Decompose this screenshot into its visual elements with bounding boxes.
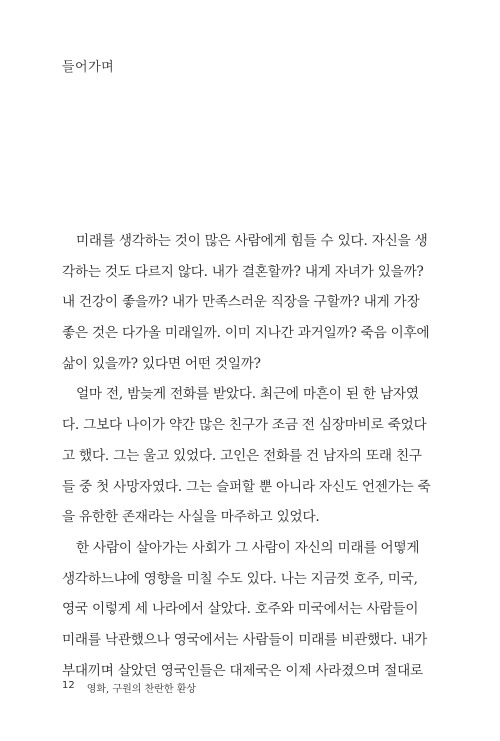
text-line: 생각하느냐에 영향을 미칠 수도 있다. 나는 지금껏 호주, 미국, bbox=[62, 570, 418, 587]
text-line: 들 중 첫 사망자였다. 그는 슬퍼할 뿐 아니라 자신도 언젠가는 죽 bbox=[62, 478, 431, 495]
paragraph-1 bbox=[62, 226, 438, 379]
text-line: 내 건강이 좋을까? 내가 만족스러운 직장을 구할까? 내게 가장 bbox=[62, 294, 420, 311]
text-line: 미래를 생각하는 것이 많은 사람에게 힘들 수 있다. 자신을 생 bbox=[76, 233, 428, 249]
text-line: 각하는 것도 다르지 않다. 내가 결혼할까? 내게 자녀가 있을까? bbox=[62, 263, 424, 280]
text-line: 좋은 것은 다가올 미래일까. 이미 지나간 과거일까? 죽음 이후에 bbox=[62, 325, 430, 342]
section-heading: 들어가며 bbox=[62, 60, 115, 75]
page-footer bbox=[62, 680, 196, 695]
text-line: 고 했다. 그는 울고 있었다. 고인은 전화를 건 남자의 또래 친구 bbox=[62, 447, 422, 464]
text-line: 얼마 전, 밤늦게 전화를 받았다. 최근에 마흔이 된 한 남자였 bbox=[76, 386, 419, 403]
body-text bbox=[62, 226, 438, 686]
page-number: 12 bbox=[62, 680, 75, 691]
text-line: 삶이 있을까? 있다면 어떤 것일까? bbox=[62, 355, 261, 372]
paragraph-2 bbox=[62, 379, 438, 532]
text-line: 다. 그보다 나이가 약간 많은 친구가 조금 전 심장마비로 죽었다 bbox=[62, 417, 427, 434]
book-title: 영화, 구원의 찬란한 환상 bbox=[86, 684, 197, 695]
text-line: 부대끼며 살았던 영국인들은 대제국은 이제 사라졌으며 절대로 bbox=[62, 662, 423, 679]
text-line: 을 유한한 존재라는 사실을 마주하고 있었다. bbox=[62, 509, 320, 526]
text-line: 한 사람이 살아가는 사회가 그 사람이 자신의 미래를 어떻게 bbox=[76, 539, 420, 556]
paragraph-3 bbox=[62, 533, 438, 686]
text-line: 영국 이렇게 세 나라에서 살았다. 호주와 미국에서는 사람들이 bbox=[62, 601, 419, 618]
text-line: 미래를 낙관했으나 영국에서는 사람들이 미래를 비관했다. 내가 bbox=[62, 631, 428, 648]
